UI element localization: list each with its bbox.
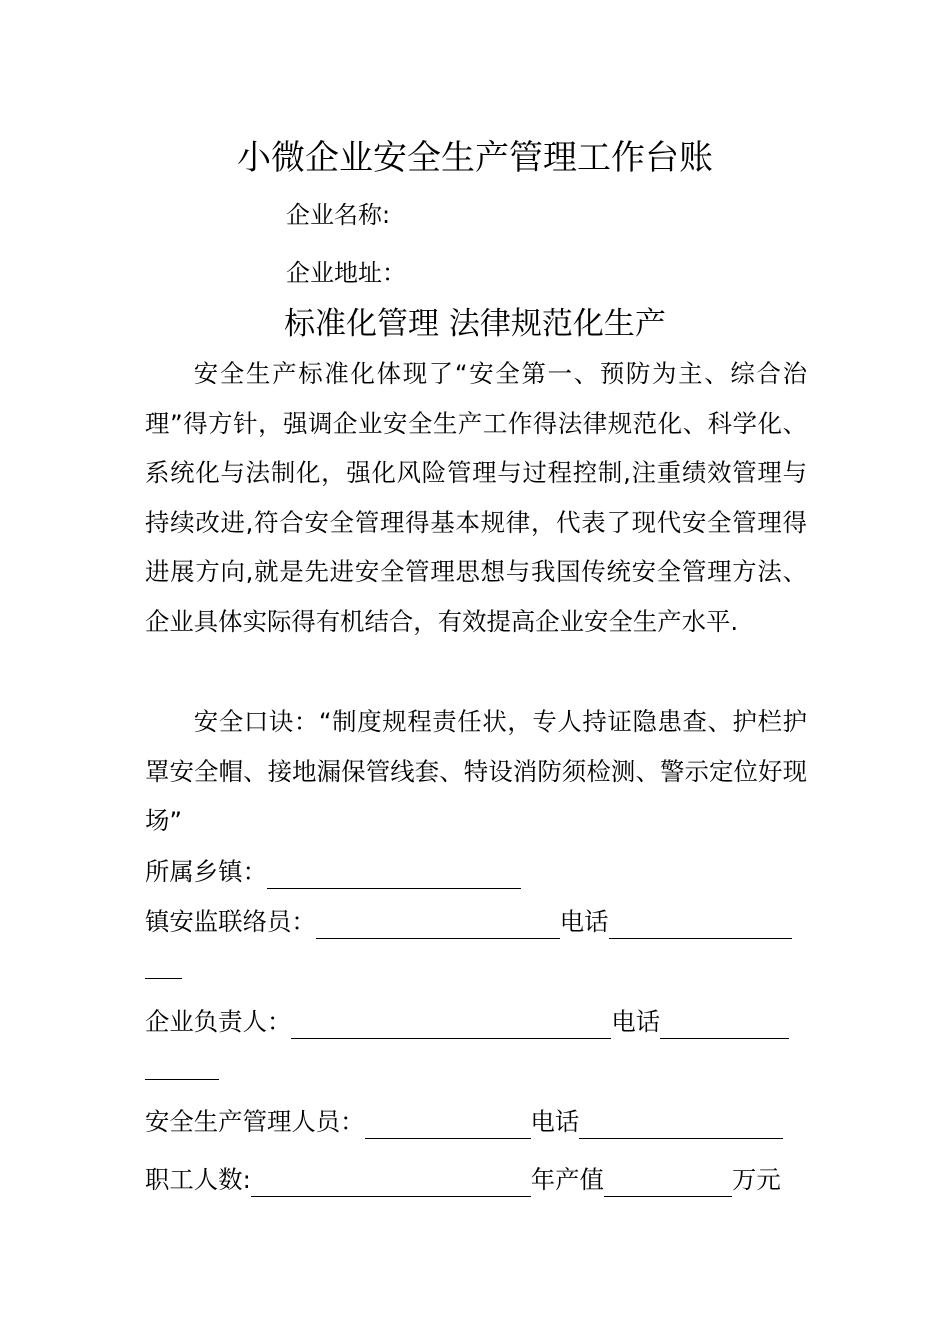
safety-slogan-block: [145, 697, 807, 846]
company-head-phone-field[interactable]: [660, 1012, 789, 1039]
supervisor-phone-label: 电话: [559, 907, 609, 936]
supervisor-phone-field[interactable]: [609, 912, 792, 939]
employee-count-label: 职工人数:: [145, 1165, 251, 1194]
company-head-row: [145, 1005, 789, 1039]
company-head-phone-label: 电话: [611, 1007, 661, 1036]
safety-manager-phone-field[interactable]: [579, 1112, 783, 1139]
safety-slogan-paragraph: 安全口诀：“制度规程责任状，专人持证隐患查、护栏护罩安全帽、接地漏保管线套、特设消防须检测、警示定位好现场”: [145, 707, 807, 836]
safety-manager-field[interactable]: [365, 1112, 531, 1139]
supervisor-field[interactable]: [316, 912, 560, 939]
company-head-field[interactable]: [291, 1012, 611, 1039]
employee-count-field[interactable]: [251, 1170, 531, 1197]
township-field[interactable]: [267, 862, 521, 889]
intro-paragraph: [145, 349, 807, 647]
safety-manager-phone-label: 电话: [530, 1107, 580, 1136]
currency-unit-label: 万元: [731, 1165, 781, 1194]
supervisor-row: [145, 905, 792, 939]
company-address-label: 企业地址：: [286, 259, 406, 287]
township-label: 所属乡镇：: [145, 857, 267, 886]
employee-output-row: [145, 1163, 781, 1197]
township-row: [145, 855, 521, 889]
standardization-paragraph: 安全生产标准化体现了“安全第一、预防为主、综合治理”得方针，强调企业安全生产工作得法律规范化、科学化、系统化与法制化，强化风险管理与过程控制,注重绩效管理与持续改进,符合安全管理得基本规律，代表了现代安全管理得进展方向,就是先进安全管理思想与我国传统安全管理方法、企业具体实际得有机结合，有效提高企业安全生产水平.: [145, 359, 807, 636]
safety-manager-row: [145, 1105, 783, 1139]
safety-manager-label: 安全生产管理人员：: [145, 1107, 365, 1136]
supervisor-label: 镇安监联络员：: [145, 907, 316, 936]
annual-output-field[interactable]: [604, 1170, 732, 1197]
company-name-label: 企业名称:: [286, 201, 391, 229]
company-head-label: 企业负责人：: [145, 1007, 292, 1036]
company-head-phone-field-continued[interactable]: [145, 1079, 219, 1080]
supervisor-phone-field-continued[interactable]: [145, 978, 182, 979]
document-subtitle: 标准化管理 法律规范化生产: [284, 306, 666, 342]
document-title: 小微企业安全生产管理工作台账: [237, 138, 713, 178]
annual-output-label: 年产值: [530, 1165, 604, 1194]
